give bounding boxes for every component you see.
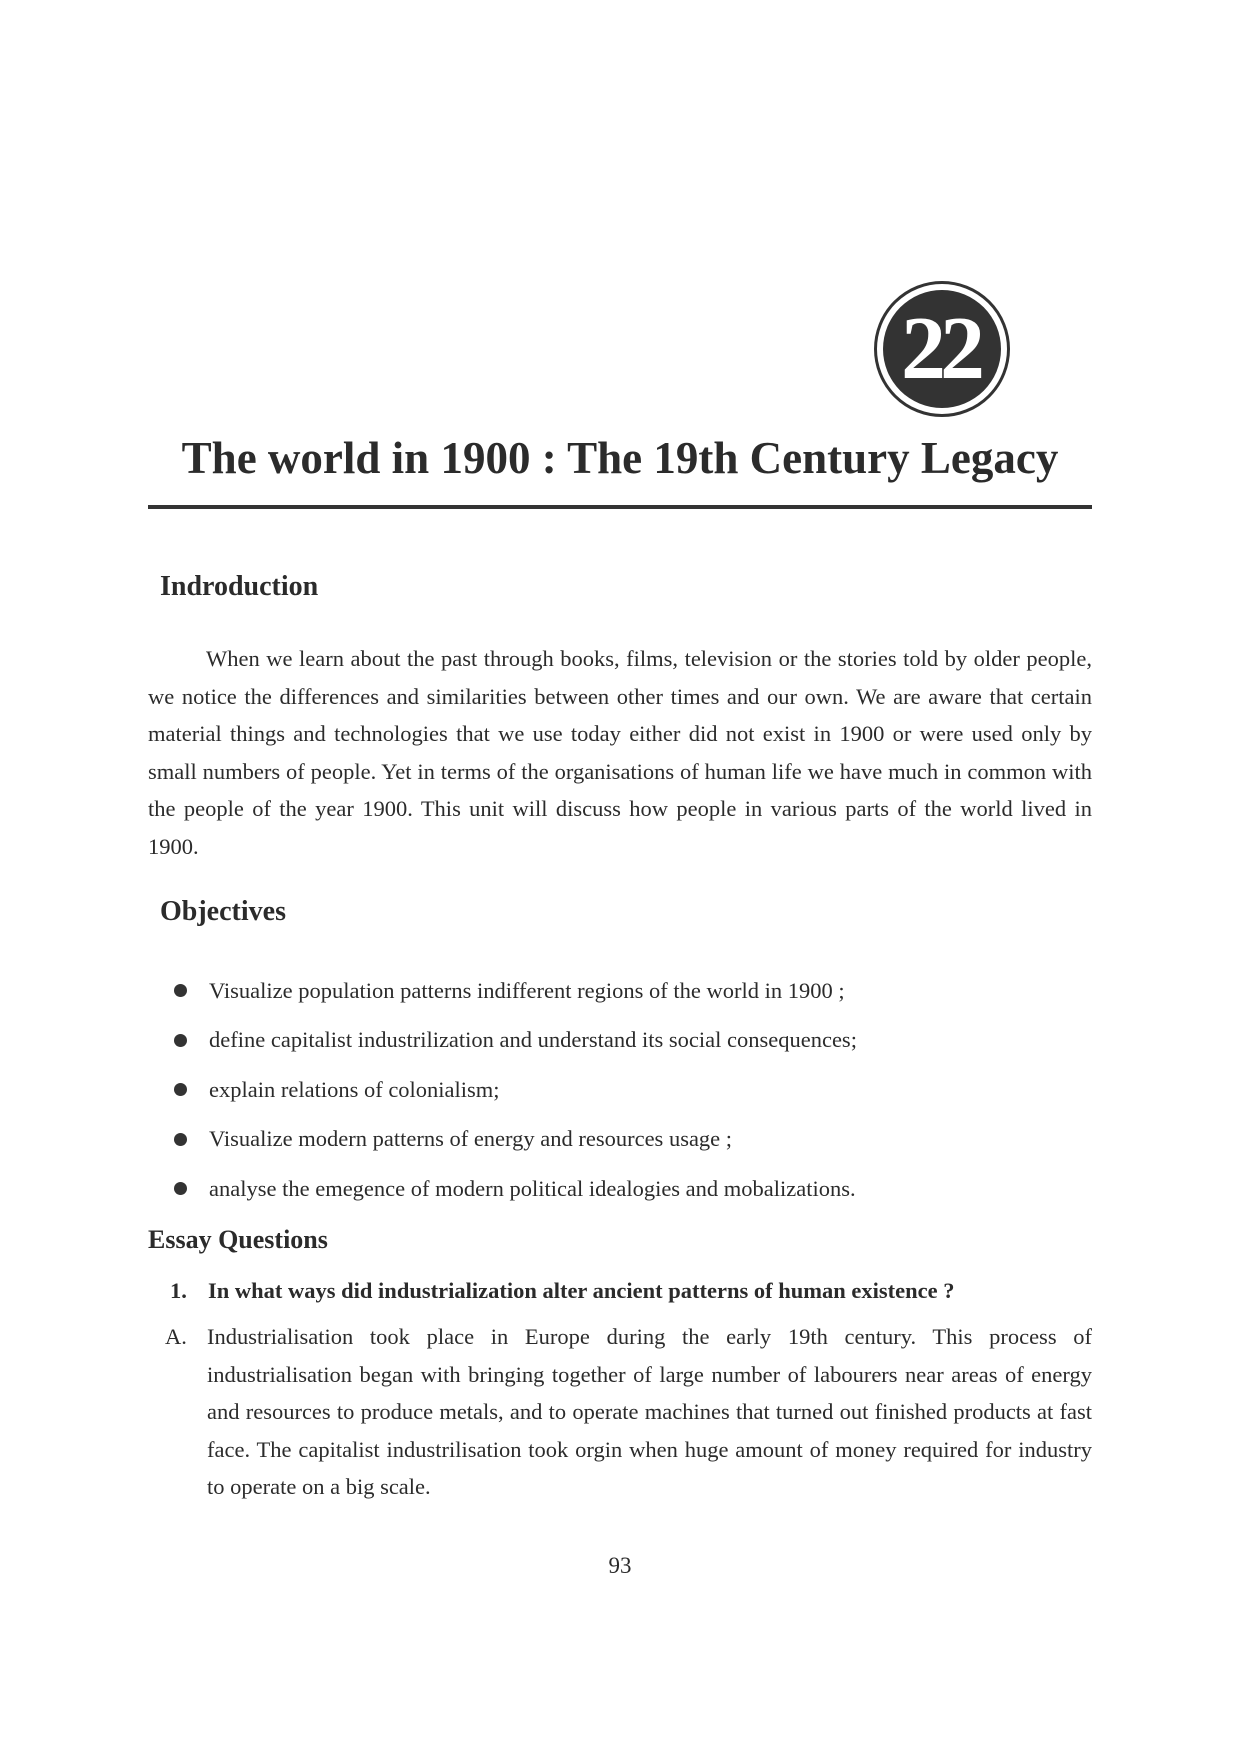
introduction-text: When we learn about the past through books, films, television or the stories told by older people, we notice the differences and similarities between other times and our own. We are aware that certain material things and technologies that we use today either did not exist in 1900 or were used only by small numbers of people. Yet in terms of the organisations of human life we have much in common with the people of the year 1900. This unit will discuss how people in various parts of the world lived in 1900. [148,646,1092,859]
chapter-number-badge [874,281,1010,417]
answer-label: A. [165,1324,187,1349]
introduction-paragraph [148,640,1092,865]
objectives-heading: Objectives [160,896,286,927]
list-item [174,966,1074,1016]
introduction-heading: Indroduction [160,571,319,602]
essay-answer [165,1318,1092,1506]
objective-text: analyse the emegence of modern political idealogies and mobalizations. [209,1175,856,1201]
title-divider [148,505,1092,509]
objective-text: define capitalist industrilization and understand its social consequences; [209,1027,857,1053]
objective-text: explain relations of colonialism; [209,1076,500,1102]
bullet-icon [174,1083,187,1096]
question-text: In what ways did industrialization alter ancient patterns of human existence ? [208,1278,955,1303]
list-item [174,1016,1074,1066]
list-item [174,1164,1074,1214]
page-number: 93 [608,1553,632,1578]
objectives-list [174,966,1074,1214]
bullet-icon [174,984,187,997]
answer-text: Industrialisation took place in Europe during the early 19th century. This process of industrialisation began with bringing together of large number of labourers near areas of energy and resources to produce metals, and to operate machines that turned out finished products at fast face. The capitalist industrilisation took orgin when huge amount of money required for industry to operate on a big scale. [207,1324,1092,1499]
bullet-icon [174,1034,187,1047]
objective-text: Visualize population patterns indifferent regions of the world in 1900 ; [209,977,845,1003]
list-item [174,1065,1074,1115]
essay-questions-heading: Essay Questions [148,1225,328,1254]
objective-text: Visualize modern patterns of energy and resources usage ; [209,1126,733,1152]
essay-question [170,1277,1090,1304]
bullet-icon [174,1133,187,1146]
bullet-icon [174,1182,187,1195]
question-number: 1. [170,1278,187,1303]
chapter-number: 22 [883,290,1001,408]
chapter-title: The world in 1900 : The 19th Century Legacy [181,433,1059,483]
list-item [174,1115,1074,1165]
